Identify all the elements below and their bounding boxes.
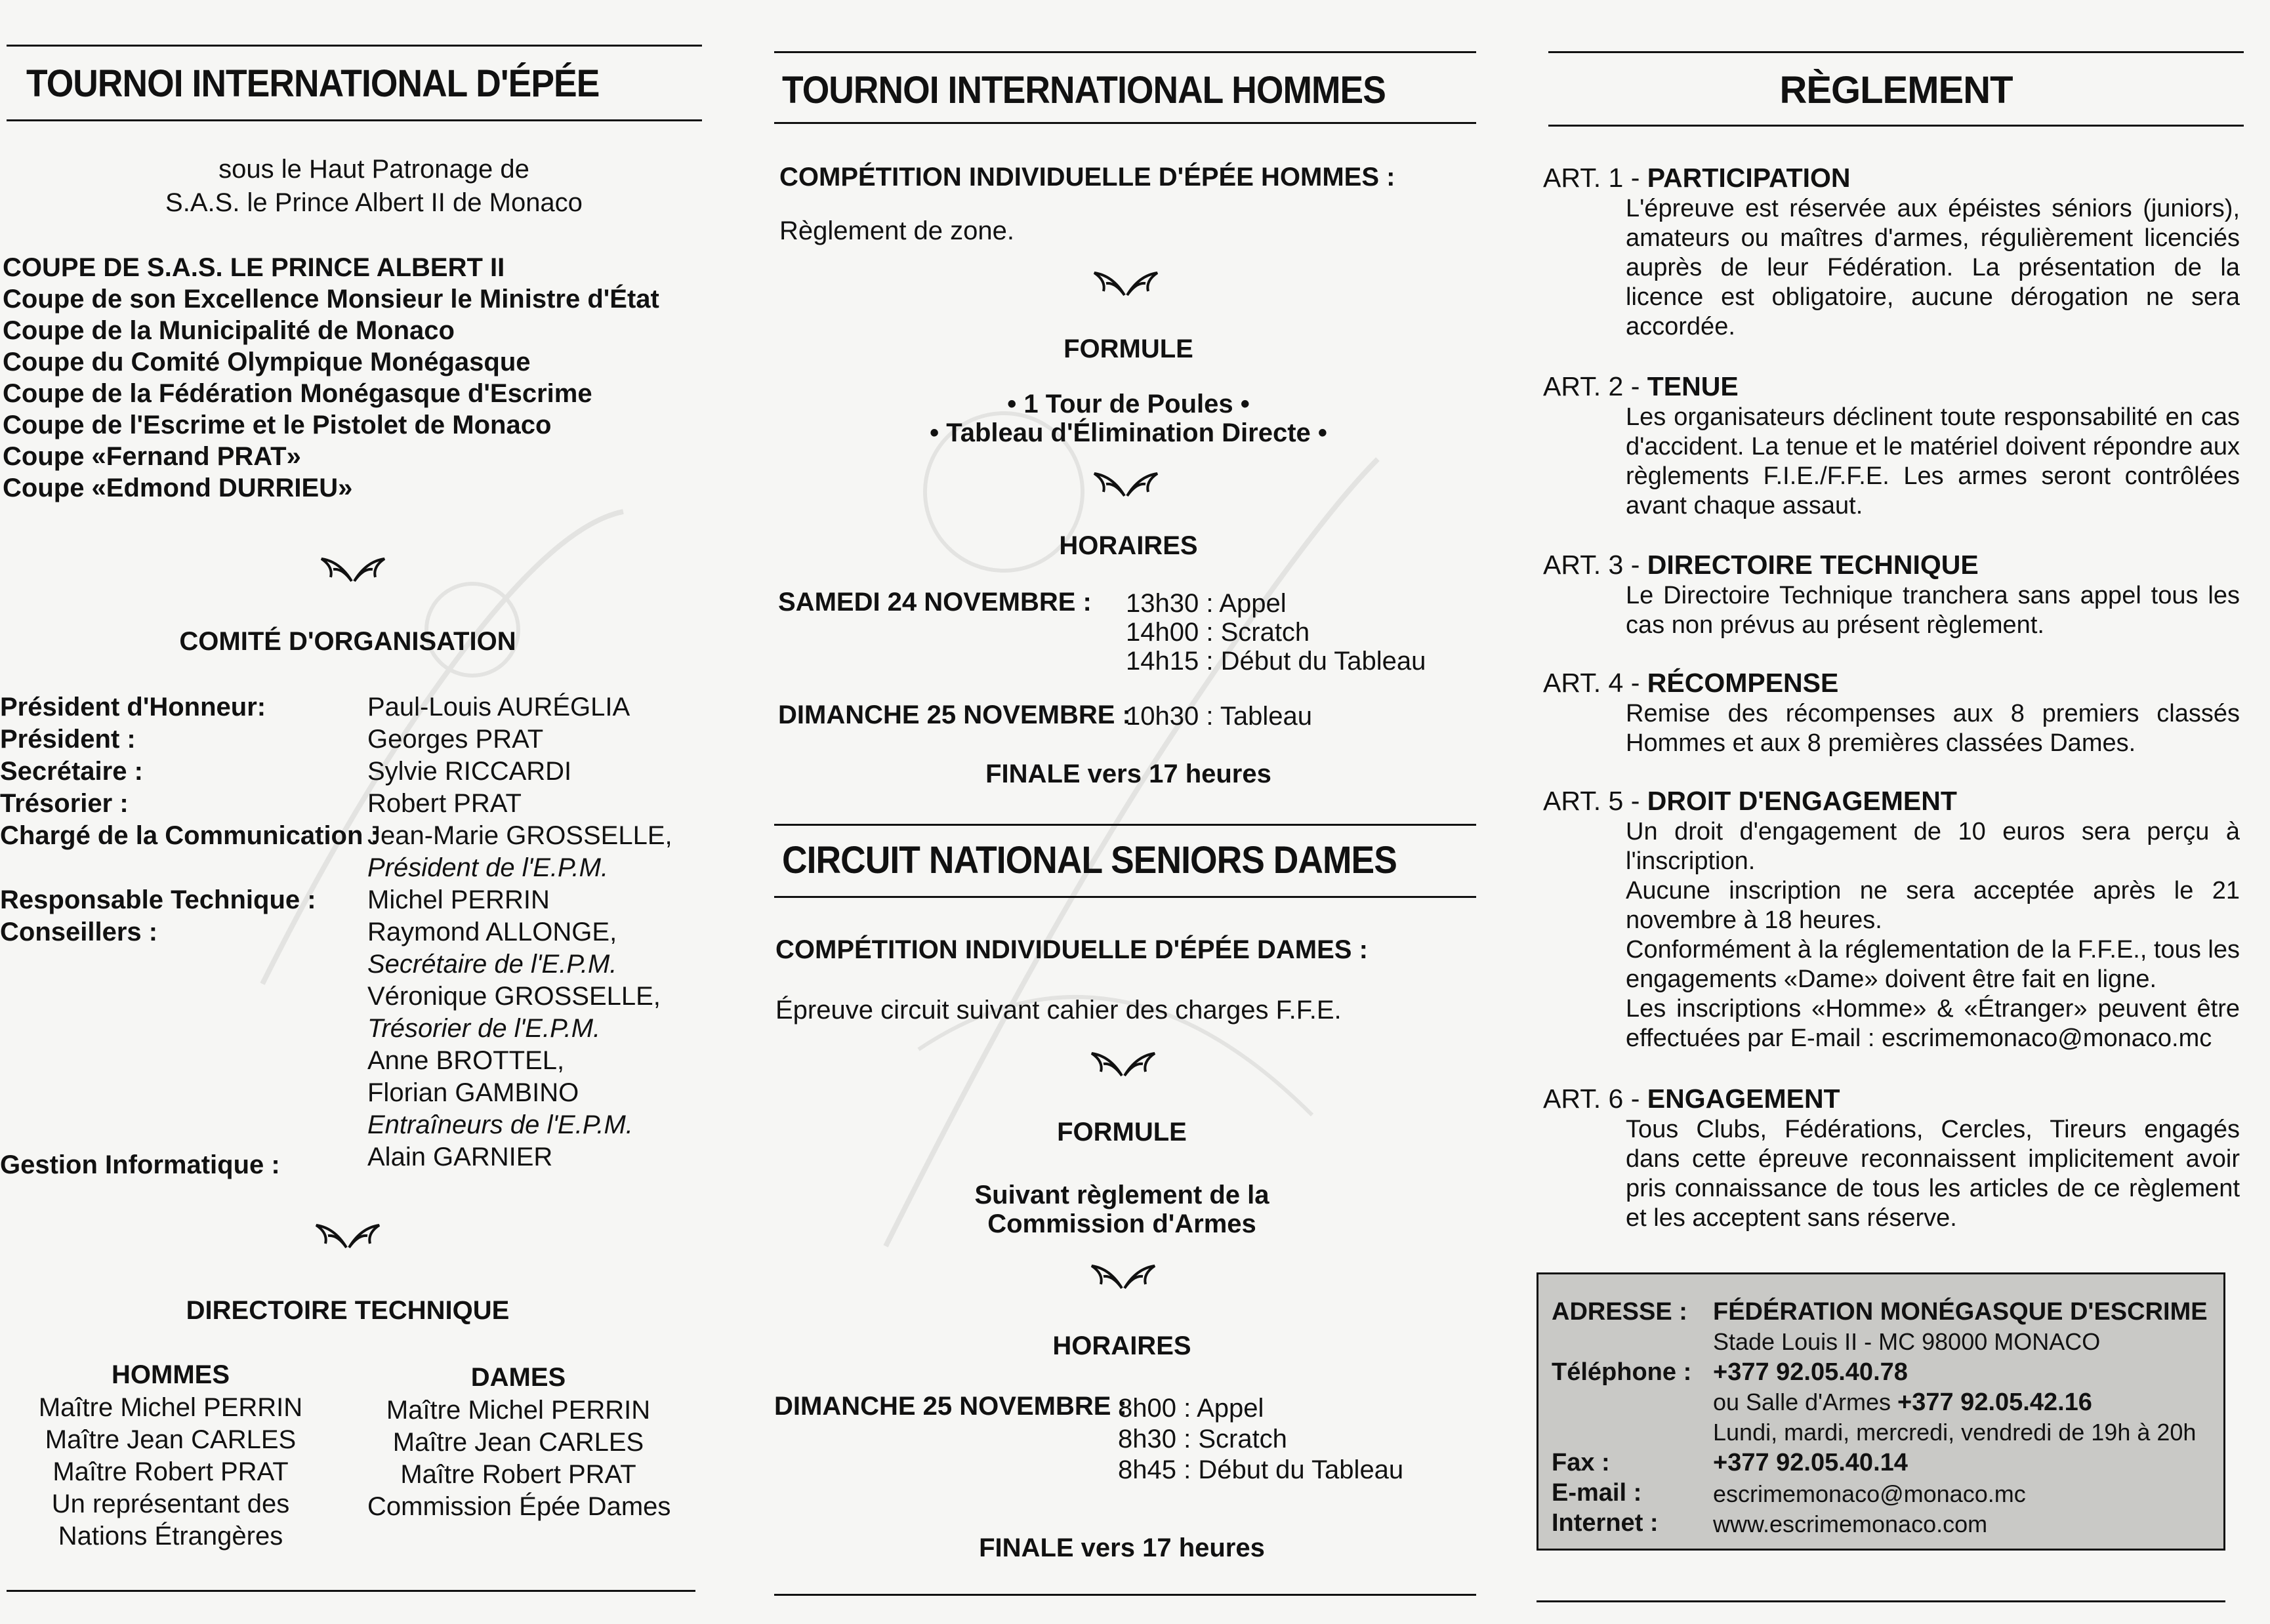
role-label: Chargé de la Communication : bbox=[0, 821, 379, 850]
person-name: Sylvie RICCARDI bbox=[367, 757, 572, 786]
section-rule bbox=[774, 824, 1476, 826]
formule-line-1: Suivant règlement de la bbox=[974, 1181, 1269, 1209]
person-name: Anne BROTTEL, bbox=[367, 1046, 565, 1075]
person-title: Trésorier de l'E.P.M. bbox=[367, 1014, 601, 1043]
formule-line-2: • Tableau d'Élimination Directe • bbox=[930, 418, 1327, 447]
person-title: Président de l'E.P.M. bbox=[367, 853, 609, 882]
phone-2-line bbox=[1713, 1389, 2092, 1417]
article-6-heading bbox=[1543, 1084, 1840, 1114]
time-entry: 13h30 : Appel bbox=[1126, 589, 1287, 618]
list-item: Coupe de l'Escrime et le Pistolet de Monaco bbox=[3, 411, 552, 439]
formule-heading: FORMULE bbox=[1057, 1118, 1187, 1147]
day-label: SAMEDI 24 NOVEMBRE : bbox=[778, 588, 1092, 617]
dames-heading: DAMES bbox=[470, 1363, 566, 1392]
formule-heading: FORMULE bbox=[1063, 335, 1193, 363]
email-link[interactable]: escrimemonaco@monaco.mc bbox=[1713, 1480, 2026, 1507]
phone-2-prefix: ou Salle d'Armes bbox=[1713, 1389, 1891, 1415]
horaires-heading: HORAIRES bbox=[1052, 1331, 1191, 1360]
day-label: DIMANCHE 25 NOVEMBRE : bbox=[778, 700, 1131, 729]
hommes-heading: HOMMES bbox=[112, 1360, 230, 1389]
article-number: ART. 3 - bbox=[1543, 550, 1640, 580]
time-entry: 10h30 : Tableau bbox=[1126, 702, 1312, 731]
opening-hours: Lundi, mardi, mercredi, vendredi de 19h à 20h bbox=[1713, 1419, 2197, 1446]
fax-label: Fax : bbox=[1552, 1449, 1610, 1476]
article-name: DIRECTOIRE TECHNIQUE bbox=[1647, 550, 1979, 580]
email-label: E-mail : bbox=[1552, 1479, 1642, 1507]
article-number: ART. 5 - bbox=[1543, 786, 1640, 816]
article-name: ENGAGEMENT bbox=[1647, 1084, 1840, 1114]
day-schedule bbox=[1118, 1393, 1403, 1486]
article-1-heading bbox=[1543, 163, 1851, 193]
committee-heading: COMITÉ D'ORGANISATION bbox=[179, 627, 516, 656]
article-2-text: Les organisateurs déclinent toute responsabilité en cas d'accident. La tenue et le matériel doivent répondre aux règlements F.I.E./F.F.E. Les armes seront contrôlées avant chaque assaut. bbox=[1626, 403, 2240, 519]
address-text: Stade Louis II - MC 98000 MONACO bbox=[1713, 1328, 2101, 1355]
title-rule bbox=[7, 119, 702, 121]
horaires-heading: HORAIRES bbox=[1059, 531, 1198, 560]
patronage-line-2: S.A.S. le Prince Albert II de Monaco bbox=[165, 188, 583, 217]
role-label: Président : bbox=[0, 725, 136, 754]
top-rule bbox=[774, 51, 1476, 53]
person-name: Paul-Louis AURÉGLIA bbox=[367, 693, 630, 721]
role-label: Président d'Honneur: bbox=[0, 693, 266, 721]
organization-name: FÉDÉRATION MONÉGASQUE D'ESCRIME bbox=[1713, 1298, 2208, 1326]
list-item: Maître Robert PRAT bbox=[52, 1457, 289, 1486]
article-3-heading bbox=[1543, 550, 1979, 580]
formule-line-2: Commission d'Armes bbox=[987, 1209, 1256, 1238]
person-title: Entraîneurs de l'E.P.M. bbox=[367, 1110, 633, 1139]
article-3-text: Le Directoire Technique tranchera sans appel tous les cas non prévus au présent règlement. bbox=[1626, 582, 2240, 639]
person-name: Robert PRAT bbox=[367, 789, 522, 818]
address-label: ADRESSE : bbox=[1552, 1298, 1687, 1326]
section-title: CIRCUIT NATIONAL SENIORS DAMES bbox=[782, 839, 1397, 882]
article-6-text: Tous Clubs, Fédérations, Cercles, Tireurs engagés dans cette épreuve reconnaissent implicitement avoir pris connaissance de tous les articles de ce règlement et les acceptent sans réserve. bbox=[1626, 1116, 2240, 1232]
fax-number: +377 92.05.40.14 bbox=[1713, 1449, 1908, 1476]
cups-list bbox=[3, 252, 659, 504]
role-label: Conseillers : bbox=[0, 918, 158, 946]
article-number: ART. 2 - bbox=[1543, 371, 1640, 401]
patronage-line-1: sous le Haut Patronage de bbox=[218, 155, 529, 184]
title-rule bbox=[1548, 125, 2244, 127]
list-item: Commission Épée Dames bbox=[367, 1492, 671, 1521]
list-item: Un représentant des bbox=[51, 1490, 290, 1518]
article-paragraph: Les inscriptions «Homme» & «Étranger» peuvent être effectuées par E-mail : escrimemonaco@monaco.mc bbox=[1626, 995, 2240, 1052]
time-entry: 8h30 : Scratch bbox=[1118, 1425, 1287, 1453]
time-entry: 14h15 : Début du Tableau bbox=[1126, 647, 1426, 676]
section-title: RÈGLEMENT bbox=[1779, 69, 2013, 112]
article-4-text: Remise des récompenses aux 8 premiers classés Hommes et aux 8 premières classées Dames. bbox=[1626, 700, 2240, 757]
directoire-heading: DIRECTOIRE TECHNIQUE bbox=[186, 1296, 510, 1325]
finale-text: FINALE vers 17 heures bbox=[985, 760, 1271, 788]
list-item: Maître Jean CARLES bbox=[45, 1425, 297, 1454]
list-item: Nations Étrangères bbox=[58, 1522, 283, 1551]
person-name: Michel PERRIN bbox=[367, 885, 550, 914]
competition-text: Règlement de zone. bbox=[779, 216, 1015, 245]
internet-label: Internet : bbox=[1552, 1509, 1659, 1537]
top-rule bbox=[1548, 51, 2244, 53]
role-label: Trésorier : bbox=[0, 789, 129, 818]
person-name: Alain GARNIER bbox=[367, 1143, 553, 1171]
website-link[interactable]: www.escrimemonaco.com bbox=[1713, 1511, 1988, 1537]
article-4-heading bbox=[1543, 668, 1838, 699]
bottom-rule bbox=[774, 1594, 1476, 1596]
bottom-rule bbox=[1537, 1600, 2225, 1602]
article-5-heading bbox=[1543, 786, 1957, 817]
hommes-list bbox=[20, 1392, 321, 1553]
person-title: Secrétaire de l'E.P.M. bbox=[367, 950, 617, 979]
title-rule bbox=[774, 122, 1476, 124]
person-name: Georges PRAT bbox=[367, 725, 544, 754]
list-item: COUPE DE S.A.S. LE PRINCE ALBERT II bbox=[3, 253, 505, 282]
day-schedule bbox=[1126, 589, 1426, 676]
competition-heading: COMPÉTITION INDIVIDUELLE D'ÉPÉE DAMES : bbox=[775, 935, 1368, 964]
phone-number-2: +377 92.05.42.16 bbox=[1897, 1389, 2092, 1416]
article-name: DROIT D'ENGAGEMENT bbox=[1647, 786, 1957, 816]
article-1-text: L'épreuve est réservée aux épéistes séniors (juniors), amateurs ou maîtres d'armes, régulièrement licenciés auprès de leur Fédération. La présentation de la licence est obligatoire, aucune dérogation ne sera accordée. bbox=[1626, 195, 2240, 340]
list-item: Coupe de la Fédération Monégasque d'Escrime bbox=[3, 379, 592, 408]
person-name: Véronique GROSSELLE, bbox=[367, 982, 661, 1011]
role-label: Gestion Informatique : bbox=[0, 1150, 280, 1179]
person-name: Jean-Marie GROSSELLE, bbox=[367, 821, 672, 850]
role-label: Secrétaire : bbox=[0, 757, 143, 786]
list-item: Coupe «Edmond DURRIEU» bbox=[3, 474, 353, 502]
section-title: TOURNOI INTERNATIONAL HOMMES bbox=[782, 69, 1386, 112]
list-item: Maître Michel PERRIN bbox=[386, 1396, 651, 1425]
list-item: Coupe de la Municipalité de Monaco bbox=[3, 316, 455, 345]
list-item: Maître Michel PERRIN bbox=[38, 1393, 303, 1422]
bottom-rule bbox=[7, 1590, 695, 1592]
title-rule bbox=[774, 896, 1476, 898]
time-entry: 8h45 : Début du Tableau bbox=[1118, 1455, 1404, 1484]
day-label: DIMANCHE 25 NOVEMBRE : bbox=[774, 1392, 1127, 1421]
competition-heading: COMPÉTITION INDIVIDUELLE D'ÉPÉE HOMMES : bbox=[779, 163, 1395, 192]
article-name: TENUE bbox=[1647, 371, 1739, 401]
list-item: Maître Jean CARLES bbox=[392, 1428, 644, 1457]
article-paragraph: Conformément à la réglementation de la F.F.E., tous les engagements «Dame» doivent être fait en ligne. bbox=[1626, 936, 2240, 993]
list-item: Coupe «Fernand PRAT» bbox=[3, 442, 301, 471]
time-entry: 8h00 : Appel bbox=[1118, 1394, 1264, 1423]
person-name: Florian GAMBINO bbox=[367, 1078, 579, 1107]
ornament-icon bbox=[1086, 470, 1165, 500]
article-number: ART. 6 - bbox=[1543, 1084, 1640, 1114]
formule-line-1: • 1 Tour de Poules • bbox=[1007, 390, 1250, 418]
phone-label: Téléphone : bbox=[1552, 1358, 1692, 1386]
article-number: ART. 1 - bbox=[1543, 163, 1640, 193]
list-item: Coupe de son Excellence Monsieur le Ministre d'État bbox=[3, 285, 659, 314]
dames-list bbox=[367, 1394, 669, 1523]
page-title: TOURNOI INTERNATIONAL D'ÉPÉE bbox=[26, 62, 600, 105]
contact-box bbox=[1537, 1272, 2225, 1551]
ornament-icon bbox=[314, 555, 392, 585]
time-entry: 14h00 : Scratch bbox=[1126, 618, 1310, 647]
list-item: Coupe du Comité Olympique Monégasque bbox=[3, 348, 531, 376]
article-paragraph: Un droit d'engagement de 10 euros sera perçu à l'inscription. bbox=[1626, 818, 2240, 875]
top-rule bbox=[7, 45, 702, 47]
article-name: PARTICIPATION bbox=[1647, 163, 1851, 193]
finale-text: FINALE vers 17 heures bbox=[979, 1533, 1265, 1562]
article-5-text bbox=[1626, 817, 2240, 1053]
committee-roles bbox=[0, 691, 379, 948]
ornament-icon bbox=[1084, 1262, 1163, 1292]
ornament-icon bbox=[308, 1221, 387, 1251]
list-item: Maître Robert PRAT bbox=[400, 1460, 636, 1489]
article-2-heading bbox=[1543, 371, 1739, 402]
competition-text: Épreuve circuit suivant cahier des charges F.F.E. bbox=[775, 996, 1342, 1025]
phone-number: +377 92.05.40.78 bbox=[1713, 1358, 1908, 1386]
ornament-icon bbox=[1084, 1049, 1163, 1080]
article-number: ART. 4 - bbox=[1543, 668, 1640, 698]
role-label: Responsable Technique : bbox=[0, 885, 316, 914]
ornament-icon bbox=[1086, 269, 1165, 299]
article-paragraph: Aucune inscription ne sera acceptée après le 21 novembre à 18 heures. bbox=[1626, 877, 2240, 934]
article-name: RÉCOMPENSE bbox=[1647, 668, 1839, 698]
person-name: Raymond ALLONGE, bbox=[367, 918, 617, 946]
committee-names bbox=[367, 691, 672, 1173]
